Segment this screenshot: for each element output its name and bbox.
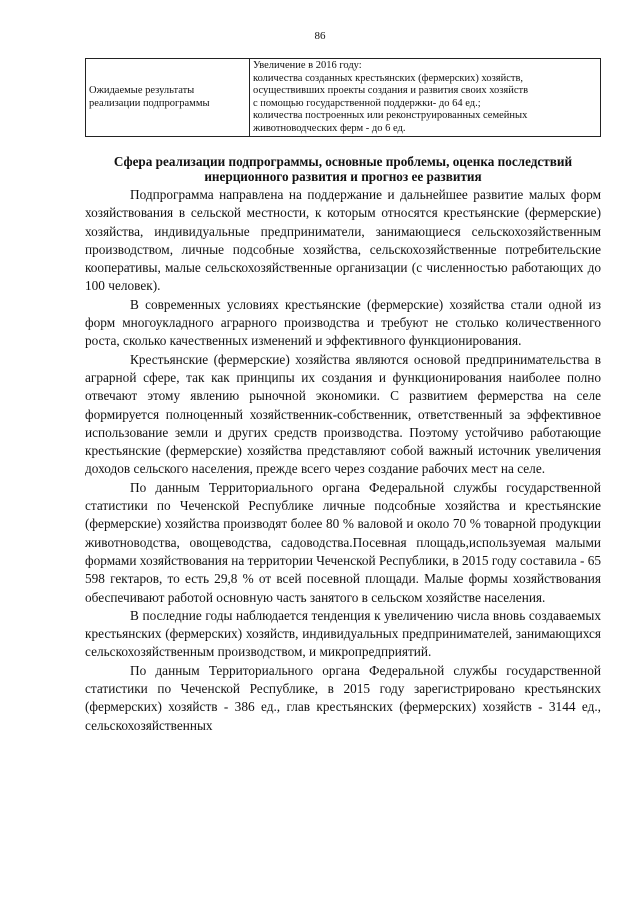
paragraph: В современных условиях крестьянские (фермерские) хозяйства стали одной из форм многоукладного аграрного производства и требуют не столько количественного роста, сколько качественных изменений и эффективного функционирования.	[85, 296, 601, 349]
paragraph: По данным Территориального органа Федеральной службы государственной статистики по Чеченской Республике, в 2015 году зарегистрировано крестьянских (фермерских) хозяйств - 386 ед., глав крестьянских (фермерских) хозяйств - 3144 ед., сельскохозяйственных	[85, 662, 601, 733]
table-value-line: количества созданных крестьянских (фермерских) хозяйств,	[253, 72, 524, 84]
paragraph: По данным Территориального органа Федеральной службы государственной статистики по Чеченской Республике личные подсобные хозяйства и крестьянские (фермерские) хозяйства производят более 80 % валовой и около 70 % товарной продукции животноводства, овощеводства, садоводства.Посевная площадь,используемая малыми формами хозяйствования на территории Чеченской Республики, в 2015 году составила - 65 598 гектаров, то есть 29,8 % от всей посевной площади. Малые формы хозяйствования обеспечивают работой основную часть занятого в сельском хозяйстве населения.	[85, 479, 601, 605]
table-value-cell	[250, 59, 601, 137]
table-value-line: количества построенных или реконструированных семейных	[253, 110, 528, 121]
paragraph: Подпрограмма направлена на поддержание и дальнейшее развитие малых форм хозяйствования в сельской местности, к которым относятся крестьянские (фермерские) хозяйства, индивидуальные предприниматели, занимающиеся сельскохозяйственным производством, личные подсобные хозяйства, сельскохозяйственные потребительские кооперативы, малые сельскохозяйственные организации (с численностью работающих до 100 человек).	[85, 187, 601, 294]
table-row	[86, 59, 601, 137]
body-text	[85, 186, 601, 735]
table-value-line: Увеличение в 2016 году:	[253, 60, 362, 71]
table-value-line: животноводческих ферм - до 6 ед.	[253, 122, 406, 134]
table-label-cell: Ожидаемые результаты реализации подпрограммы	[86, 59, 250, 137]
expected-results-table	[85, 58, 601, 137]
paragraph: Крестьянские (фермерские) хозяйства являются основой предпринимательства в аграрной сфере, так как принципы их создания и функционирования наиболее полно отвечают этому явлению рыночной экономики. С развитием фермерства на селе формируется полноценный хозяйственник-собственник, ответственный за эффективное использование земли и других средств производства. Поэтому устойчиво работающие крестьянские (фермерские) хозяйства представляют собой важный источник увеличения доходов сельского населения, прежде всего через создание рабочих мест на селе.	[85, 351, 601, 477]
page-number: 86	[314, 30, 326, 42]
table-value-line: с помощью государственной поддержки- до 64 ед.;	[253, 97, 481, 109]
section-heading: Сфера реализации подпрограммы, основные проблемы, оценка последствий инерционного развития и прогноз ее развития	[113, 154, 573, 184]
paragraph: В последние годы наблюдается тенденция к увеличению числа вновь создаваемых крестьянских (фермерских) хозяйств, индивидуальных предпринимателей, занимающихся сельскохозяйственным производством, и микропредприятий.	[85, 607, 601, 660]
table-value-line: осуществивших проекты создания и развития своих хозяйств	[253, 85, 529, 96]
